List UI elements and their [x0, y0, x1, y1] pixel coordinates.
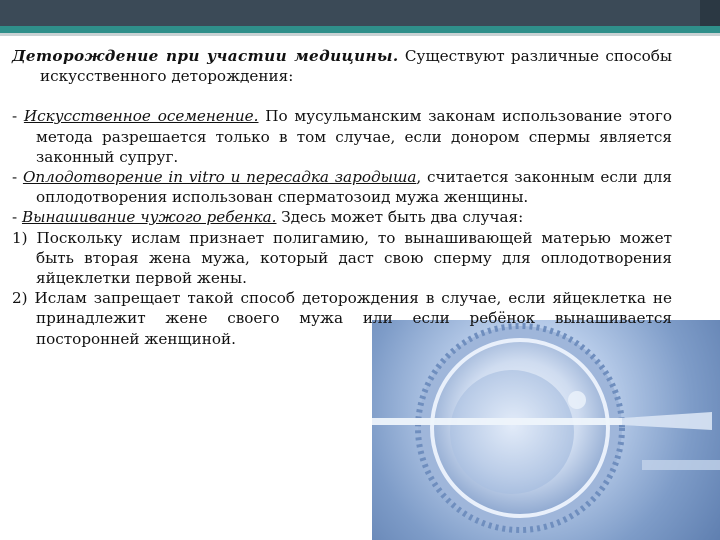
list-item [12, 207, 672, 227]
intro-heading: Деторождение при участии медицины. [12, 47, 399, 65]
list-item [12, 106, 672, 167]
list-item-text: , считается законным если для оплодотворения использован сперматозоид мужа женщины. [36, 168, 672, 207]
intro-paragraph [12, 46, 672, 86]
egg-cell-photo [372, 320, 720, 540]
header-shadow-stripe [0, 33, 720, 36]
number-marker: 1) [12, 228, 37, 247]
list-marker: - [12, 208, 22, 227]
list-item-term: Искусственное осеменение. [23, 107, 259, 126]
numbered-item-text: Ислам запрещает такой способ деторождения в случае, если яйцеклетка не принадлежит жене своего мужа или если ребёнок вынашивается посторонней женщиной. [34, 289, 672, 348]
slide-body [12, 46, 672, 349]
list-item-text: По мусульманским законам использование этого метода разрешается только в том случае, если донором спермы является законный супруг. [36, 107, 672, 166]
numbered-item-text: Поскольку ислам признает полигамию, то вынашивающей матерью может быть вторая жена мужа, который даст свою сперму для оплодотворения яйцеклетки первой жены. [36, 228, 672, 288]
header-corner-block [700, 0, 720, 26]
list-marker: - [12, 107, 24, 126]
list-item-term: Вынашивание чужого ребенка. [21, 208, 277, 227]
header-accent-stripe [0, 26, 720, 33]
numbered-item [12, 288, 672, 349]
numbered-item [12, 228, 672, 289]
list-item [12, 167, 672, 207]
list-item-text: Здесь может быть два случая: [276, 208, 524, 227]
number-marker: 2) [12, 289, 35, 308]
header-bar [0, 0, 720, 26]
list-marker: - [12, 168, 23, 187]
intro-text: Существуют различные способы искусственного деторождения: [40, 47, 672, 86]
list-item-term: Оплодотворение in vitro и пересадка зародыша [22, 168, 417, 187]
